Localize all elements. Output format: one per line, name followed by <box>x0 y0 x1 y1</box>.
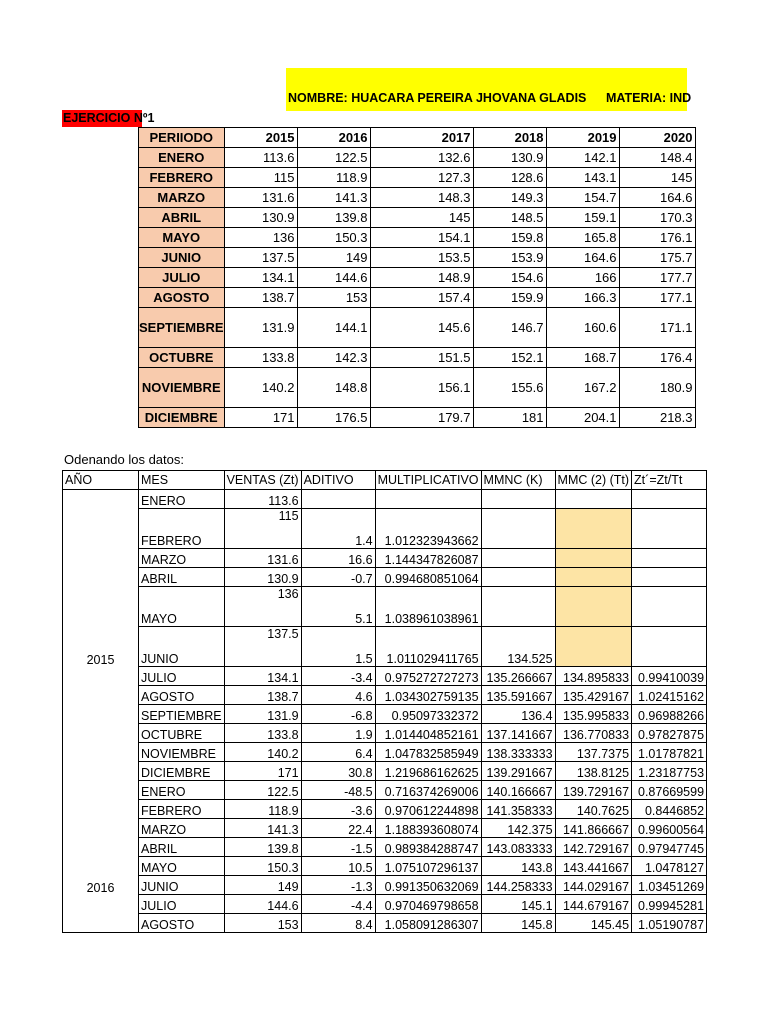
sales-value-cell: 180.9 <box>619 368 695 408</box>
mmnc-cell: 145.8 <box>481 914 555 933</box>
mmnc-cell: 135.591667 <box>481 686 555 705</box>
table-row <box>63 705 707 724</box>
month-header: MES <box>139 471 225 490</box>
year-cell <box>63 587 139 627</box>
sales-value-cell: 137.5 <box>224 248 297 268</box>
year-cell <box>63 895 139 914</box>
month-label: ENERO <box>139 148 225 168</box>
sales-value-cell: 160.6 <box>546 308 619 348</box>
zt-ratio-cell <box>632 587 707 627</box>
sales-value-cell: 164.6 <box>619 188 695 208</box>
month-cell: AGOSTO <box>139 914 225 933</box>
month-label: MAYO <box>139 228 225 248</box>
month-cell: MARZO <box>139 819 225 838</box>
zt-ratio-cell <box>632 568 707 587</box>
sales-value-cell: 181 <box>473 408 546 428</box>
mmnc-cell: 143.083333 <box>481 838 555 857</box>
sales-value-cell: 144.6 <box>297 268 370 288</box>
additive-cell: 10.5 <box>301 857 375 876</box>
mmc-cell: 135.995833 <box>555 705 632 724</box>
additive-cell: 8.4 <box>301 914 375 933</box>
sales-value-cell: 171.1 <box>619 308 695 348</box>
sales-value-cell: 167.2 <box>546 368 619 408</box>
sales-cell: 113.6 <box>224 490 301 509</box>
exercise-label: EJERCICIO Nº1 <box>63 111 155 125</box>
month-cell: FEBRERO <box>139 509 225 549</box>
table-row <box>63 568 707 587</box>
multiplicative-cell: 1.219686162625 <box>375 762 481 781</box>
mmc-cell: 137.7375 <box>555 743 632 762</box>
sales-value-cell: 139.8 <box>297 208 370 228</box>
sales-value-cell: 143.1 <box>546 168 619 188</box>
mmnc-cell <box>481 490 555 509</box>
year-cell <box>63 549 139 568</box>
zt-ratio-cell: 0.97827875 <box>632 724 707 743</box>
year-header: 2015 <box>224 128 297 148</box>
sales-value-cell: 122.5 <box>297 148 370 168</box>
zt-ratio-cell: 1.02415162 <box>632 686 707 705</box>
sales-cell: 118.9 <box>224 800 301 819</box>
sales-cell: 122.5 <box>224 781 301 800</box>
sales-value-cell: 140.2 <box>224 368 297 408</box>
zt-ratio-cell <box>632 509 707 549</box>
sales-value-cell: 156.1 <box>370 368 473 408</box>
additive-cell: 30.8 <box>301 762 375 781</box>
month-label: ABRIL <box>139 208 225 228</box>
sales-value-cell: 154.6 <box>473 268 546 288</box>
multiplicative-cell: 0.989384288747 <box>375 838 481 857</box>
sales-value-cell: 153.9 <box>473 248 546 268</box>
mmnc-cell: 145.1 <box>481 895 555 914</box>
mmc-cell: 135.429167 <box>555 686 632 705</box>
multiplicative-cell: 0.970612244898 <box>375 800 481 819</box>
mmc-cell <box>555 490 632 509</box>
sales-value-cell: 148.3 <box>370 188 473 208</box>
month-cell: ABRIL <box>139 568 225 587</box>
zt-ratio-cell: 0.8446852 <box>632 800 707 819</box>
period-header: PERIIODO <box>139 128 225 148</box>
table-row <box>63 819 707 838</box>
mmc-cell <box>555 509 632 549</box>
mmnc-cell: 136.4 <box>481 705 555 724</box>
month-label: MARZO <box>139 188 225 208</box>
table-row <box>139 248 696 268</box>
table-row <box>63 857 707 876</box>
multiplicative-cell <box>375 490 481 509</box>
sales-cell: 136 <box>224 587 301 627</box>
sales-value-cell: 176.5 <box>297 408 370 428</box>
sales-cell: 149 <box>224 876 301 895</box>
sales-cell: 140.2 <box>224 743 301 762</box>
multiplicative-cell: 0.95097332372 <box>375 705 481 724</box>
additive-cell: 5.1 <box>301 587 375 627</box>
table-row <box>139 168 696 188</box>
year-cell <box>63 914 139 933</box>
table-row <box>63 876 707 895</box>
year-header: 2020 <box>619 128 695 148</box>
additive-cell: 4.6 <box>301 686 375 705</box>
multiplicative-cell: 1.014404852161 <box>375 724 481 743</box>
ordered-data-table <box>62 470 707 933</box>
year-cell <box>63 509 139 549</box>
zt-ratio-cell <box>632 627 707 667</box>
additive-cell: -1.3 <box>301 876 375 895</box>
month-cell: FEBRERO <box>139 800 225 819</box>
mmc-header: MMC (2) (Tt) <box>555 471 632 490</box>
sales-cell: 134.1 <box>224 667 301 686</box>
table-row <box>63 490 707 509</box>
mmnc-cell: 143.8 <box>481 857 555 876</box>
year-cell: 2016 <box>63 876 139 895</box>
mmnc-cell: 139.291667 <box>481 762 555 781</box>
additive-cell: 22.4 <box>301 819 375 838</box>
table-row <box>139 228 696 248</box>
month-cell: NOVIEMBRE <box>139 743 225 762</box>
subject-label: MATERIA: IND <box>606 91 692 105</box>
additive-cell: 1.5 <box>301 627 375 667</box>
mmc-cell: 139.729167 <box>555 781 632 800</box>
sales-cell: 130.9 <box>224 568 301 587</box>
table-row <box>139 208 696 228</box>
month-label: OCTUBRE <box>139 348 225 368</box>
sales-value-cell: 148.4 <box>619 148 695 168</box>
zt-ratio-cell: 0.97947745 <box>632 838 707 857</box>
year-cell <box>63 762 139 781</box>
zt-ratio-cell: 1.05190787 <box>632 914 707 933</box>
year-cell <box>63 667 139 686</box>
table-row <box>139 368 696 408</box>
mmc-cell <box>555 627 632 667</box>
sales-value-cell: 118.9 <box>297 168 370 188</box>
sales-value-cell: 151.5 <box>370 348 473 368</box>
sales-cell: 171 <box>224 762 301 781</box>
additive-cell: -3.4 <box>301 667 375 686</box>
month-cell: JULIO <box>139 667 225 686</box>
sales-value-cell: 171 <box>224 408 297 428</box>
table-row <box>63 914 707 933</box>
sales-value-cell: 131.6 <box>224 188 297 208</box>
year-cell <box>63 781 139 800</box>
table-row <box>139 188 696 208</box>
sales-value-cell: 146.7 <box>473 308 546 348</box>
year-header: AÑO <box>63 471 139 490</box>
sales-cell: 139.8 <box>224 838 301 857</box>
mmc-cell <box>555 587 632 627</box>
sales-value-cell: 148.8 <box>297 368 370 408</box>
table-row <box>139 288 696 308</box>
year-header: 2017 <box>370 128 473 148</box>
sales-value-cell: 138.7 <box>224 288 297 308</box>
month-cell: DICIEMBRE <box>139 762 225 781</box>
mmc-cell: 134.895833 <box>555 667 632 686</box>
multiplicative-cell: 0.716374269006 <box>375 781 481 800</box>
sales-header: VENTAS (Zt) <box>224 471 301 490</box>
sales-value-cell: 142.1 <box>546 148 619 168</box>
mmc-cell: 144.679167 <box>555 895 632 914</box>
sales-value-cell: 179.7 <box>370 408 473 428</box>
sales-cell: 141.3 <box>224 819 301 838</box>
sales-cell: 153 <box>224 914 301 933</box>
month-cell: OCTUBRE <box>139 724 225 743</box>
sales-value-cell: 168.7 <box>546 348 619 368</box>
zt-ratio-cell <box>632 549 707 568</box>
mmnc-cell <box>481 549 555 568</box>
table-row <box>139 268 696 288</box>
sales-value-cell: 145 <box>619 168 695 188</box>
mmnc-cell: 142.375 <box>481 819 555 838</box>
sales-cell: 115 <box>224 509 301 549</box>
sales-value-cell: 136 <box>224 228 297 248</box>
table-row <box>63 509 707 549</box>
multiplicative-cell: 1.011029411765 <box>375 627 481 667</box>
year-cell <box>63 568 139 587</box>
mmnc-cell: 138.333333 <box>481 743 555 762</box>
additive-cell <box>301 490 375 509</box>
sales-value-cell: 153.5 <box>370 248 473 268</box>
multiplicative-cell: 1.047832585949 <box>375 743 481 762</box>
table-row <box>139 308 696 348</box>
sales-value-cell: 155.6 <box>473 368 546 408</box>
sales-cell: 150.3 <box>224 857 301 876</box>
table-row <box>63 549 707 568</box>
sales-value-cell: 145.6 <box>370 308 473 348</box>
additive-cell: -48.5 <box>301 781 375 800</box>
zt-ratio-cell: 1.01787821 <box>632 743 707 762</box>
year-header: 2018 <box>473 128 546 148</box>
sales-value-cell: 132.6 <box>370 148 473 168</box>
sales-cell: 144.6 <box>224 895 301 914</box>
sales-value-cell: 127.3 <box>370 168 473 188</box>
sales-value-cell: 130.9 <box>224 208 297 228</box>
year-header: 2019 <box>546 128 619 148</box>
month-label: NOVIEMBRE <box>139 368 225 408</box>
table-row <box>139 148 696 168</box>
month-label: JULIO <box>139 268 225 288</box>
multiplicative-cell: 1.012323943662 <box>375 509 481 549</box>
additive-cell: -3.6 <box>301 800 375 819</box>
sales-value-cell: 166 <box>546 268 619 288</box>
multiplicative-cell: 0.991350632069 <box>375 876 481 895</box>
additive-cell: 1.9 <box>301 724 375 743</box>
zt-ratio-cell: 0.99410039 <box>632 667 707 686</box>
sales-value-cell: 148.5 <box>473 208 546 228</box>
additive-cell: 16.6 <box>301 549 375 568</box>
sales-cell: 138.7 <box>224 686 301 705</box>
multiplicative-cell: 0.970469798658 <box>375 895 481 914</box>
zt-ratio-cell: 1.23187753 <box>632 762 707 781</box>
mmc-cell <box>555 549 632 568</box>
zt-ratio-cell: 0.99945281 <box>632 895 707 914</box>
year-cell <box>63 705 139 724</box>
month-label: SEPTIEMBRE <box>139 308 225 348</box>
sales-value-cell: 141.3 <box>297 188 370 208</box>
sales-value-cell: 159.1 <box>546 208 619 228</box>
mmnc-header: MMNC (K) <box>481 471 555 490</box>
sales-cell: 131.9 <box>224 705 301 724</box>
year-cell <box>63 490 139 509</box>
additive-header: ADITIVO <box>301 471 375 490</box>
sales-value-cell: 113.6 <box>224 148 297 168</box>
mmnc-cell: 144.258333 <box>481 876 555 895</box>
table-row <box>63 724 707 743</box>
sales-value-cell: 177.7 <box>619 268 695 288</box>
mmc-cell <box>555 568 632 587</box>
sales-value-cell: 176.1 <box>619 228 695 248</box>
mmnc-cell: 135.266667 <box>481 667 555 686</box>
mmc-cell: 140.7625 <box>555 800 632 819</box>
sales-value-cell: 128.6 <box>473 168 546 188</box>
sales-value-cell: 164.6 <box>546 248 619 268</box>
mmc-cell: 143.441667 <box>555 857 632 876</box>
year-cell <box>63 819 139 838</box>
month-cell: SEPTIEMBRE <box>139 705 225 724</box>
sales-value-cell: 170.3 <box>619 208 695 228</box>
mmnc-cell <box>481 587 555 627</box>
sales-value-cell: 145 <box>370 208 473 228</box>
month-cell: JULIO <box>139 895 225 914</box>
sales-value-cell: 142.3 <box>297 348 370 368</box>
additive-cell: -6.8 <box>301 705 375 724</box>
month-cell: ABRIL <box>139 838 225 857</box>
sales-value-cell: 152.1 <box>473 348 546 368</box>
sales-value-cell: 149 <box>297 248 370 268</box>
mmc-cell: 144.029167 <box>555 876 632 895</box>
sales-value-cell: 154.1 <box>370 228 473 248</box>
year-cell <box>63 800 139 819</box>
mmc-cell: 136.770833 <box>555 724 632 743</box>
mmnc-cell: 134.525 <box>481 627 555 667</box>
table-row <box>63 838 707 857</box>
table-row <box>63 800 707 819</box>
multiplicative-cell: 1.058091286307 <box>375 914 481 933</box>
table-row <box>63 686 707 705</box>
sales-value-cell: 134.1 <box>224 268 297 288</box>
sales-cell: 133.8 <box>224 724 301 743</box>
multiplicative-header: MULTIPLICATIVO <box>375 471 481 490</box>
mmnc-cell: 137.141667 <box>481 724 555 743</box>
year-header: 2016 <box>297 128 370 148</box>
additive-cell: -0.7 <box>301 568 375 587</box>
sales-value-cell: 130.9 <box>473 148 546 168</box>
additive-cell: -4.4 <box>301 895 375 914</box>
mmnc-cell: 140.166667 <box>481 781 555 800</box>
mmc-cell: 145.45 <box>555 914 632 933</box>
monthly-sales-table <box>138 127 696 428</box>
month-label: JUNIO <box>139 248 225 268</box>
multiplicative-cell: 1.038961038961 <box>375 587 481 627</box>
table-row <box>139 408 696 428</box>
month-cell: MARZO <box>139 549 225 568</box>
sales-value-cell: 176.4 <box>619 348 695 368</box>
additive-cell: 6.4 <box>301 743 375 762</box>
month-label: AGOSTO <box>139 288 225 308</box>
multiplicative-cell: 1.144347826087 <box>375 549 481 568</box>
mmnc-cell: 141.358333 <box>481 800 555 819</box>
sales-value-cell: 165.8 <box>546 228 619 248</box>
zt-ratio-cell: 0.96988266 <box>632 705 707 724</box>
multiplicative-cell: 1.034302759135 <box>375 686 481 705</box>
month-cell: JUNIO <box>139 627 225 667</box>
zt-ratio-cell: 0.99600564 <box>632 819 707 838</box>
mmc-cell: 141.866667 <box>555 819 632 838</box>
month-cell: JUNIO <box>139 876 225 895</box>
zt-ratio-cell <box>632 490 707 509</box>
multiplicative-cell: 0.994680851064 <box>375 568 481 587</box>
sales-value-cell: 157.4 <box>370 288 473 308</box>
zt-ratio-cell: 1.03451269 <box>632 876 707 895</box>
additive-cell: 1.4 <box>301 509 375 549</box>
multiplicative-cell: 1.188393608074 <box>375 819 481 838</box>
sales-value-cell: 166.3 <box>546 288 619 308</box>
sales-cell: 131.6 <box>224 549 301 568</box>
sales-value-cell: 204.1 <box>546 408 619 428</box>
zt-ratio-cell: 0.87669599 <box>632 781 707 800</box>
header-row <box>63 471 707 490</box>
table-row <box>63 587 707 627</box>
table-row <box>63 743 707 762</box>
table-row <box>139 348 696 368</box>
year-cell: 2015 <box>63 627 139 667</box>
sales-cell: 137.5 <box>224 627 301 667</box>
sales-value-cell: 115 <box>224 168 297 188</box>
sales-value-cell: 153 <box>297 288 370 308</box>
sales-value-cell: 154.7 <box>546 188 619 208</box>
sales-value-cell: 159.8 <box>473 228 546 248</box>
sales-value-cell: 148.9 <box>370 268 473 288</box>
mmc-cell: 142.729167 <box>555 838 632 857</box>
year-cell <box>63 743 139 762</box>
month-label: FEBRERO <box>139 168 225 188</box>
table-row <box>63 762 707 781</box>
student-name: NOMBRE: HUACARA PEREIRA JHOVANA GLADIS <box>288 91 587 105</box>
sales-value-cell: 159.9 <box>473 288 546 308</box>
additive-cell: -1.5 <box>301 838 375 857</box>
table-row <box>63 895 707 914</box>
year-cell <box>63 686 139 705</box>
year-cell <box>63 838 139 857</box>
year-header-row <box>139 128 696 148</box>
month-cell: ENERO <box>139 781 225 800</box>
sales-value-cell: 175.7 <box>619 248 695 268</box>
sales-value-cell: 149.3 <box>473 188 546 208</box>
table-row <box>63 781 707 800</box>
month-cell: ENERO <box>139 490 225 509</box>
sales-value-cell: 218.3 <box>619 408 695 428</box>
zt-header: Zt´=Zt/Tt <box>632 471 707 490</box>
mmnc-cell <box>481 509 555 549</box>
month-cell: MAYO <box>139 857 225 876</box>
sales-value-cell: 177.1 <box>619 288 695 308</box>
multiplicative-cell: 0.975272727273 <box>375 667 481 686</box>
multiplicative-cell: 1.075107296137 <box>375 857 481 876</box>
month-cell: MAYO <box>139 587 225 627</box>
zt-ratio-cell: 1.0478127 <box>632 857 707 876</box>
ordered-data-title: Odenando los datos: <box>64 452 184 467</box>
mmnc-cell <box>481 568 555 587</box>
sales-value-cell: 144.1 <box>297 308 370 348</box>
sales-value-cell: 133.8 <box>224 348 297 368</box>
table-row <box>63 627 707 667</box>
year-cell <box>63 857 139 876</box>
sales-value-cell: 150.3 <box>297 228 370 248</box>
mmc-cell: 138.8125 <box>555 762 632 781</box>
month-label: DICIEMBRE <box>139 408 225 428</box>
sales-value-cell: 131.9 <box>224 308 297 348</box>
month-cell: AGOSTO <box>139 686 225 705</box>
table-row <box>63 667 707 686</box>
year-cell <box>63 724 139 743</box>
